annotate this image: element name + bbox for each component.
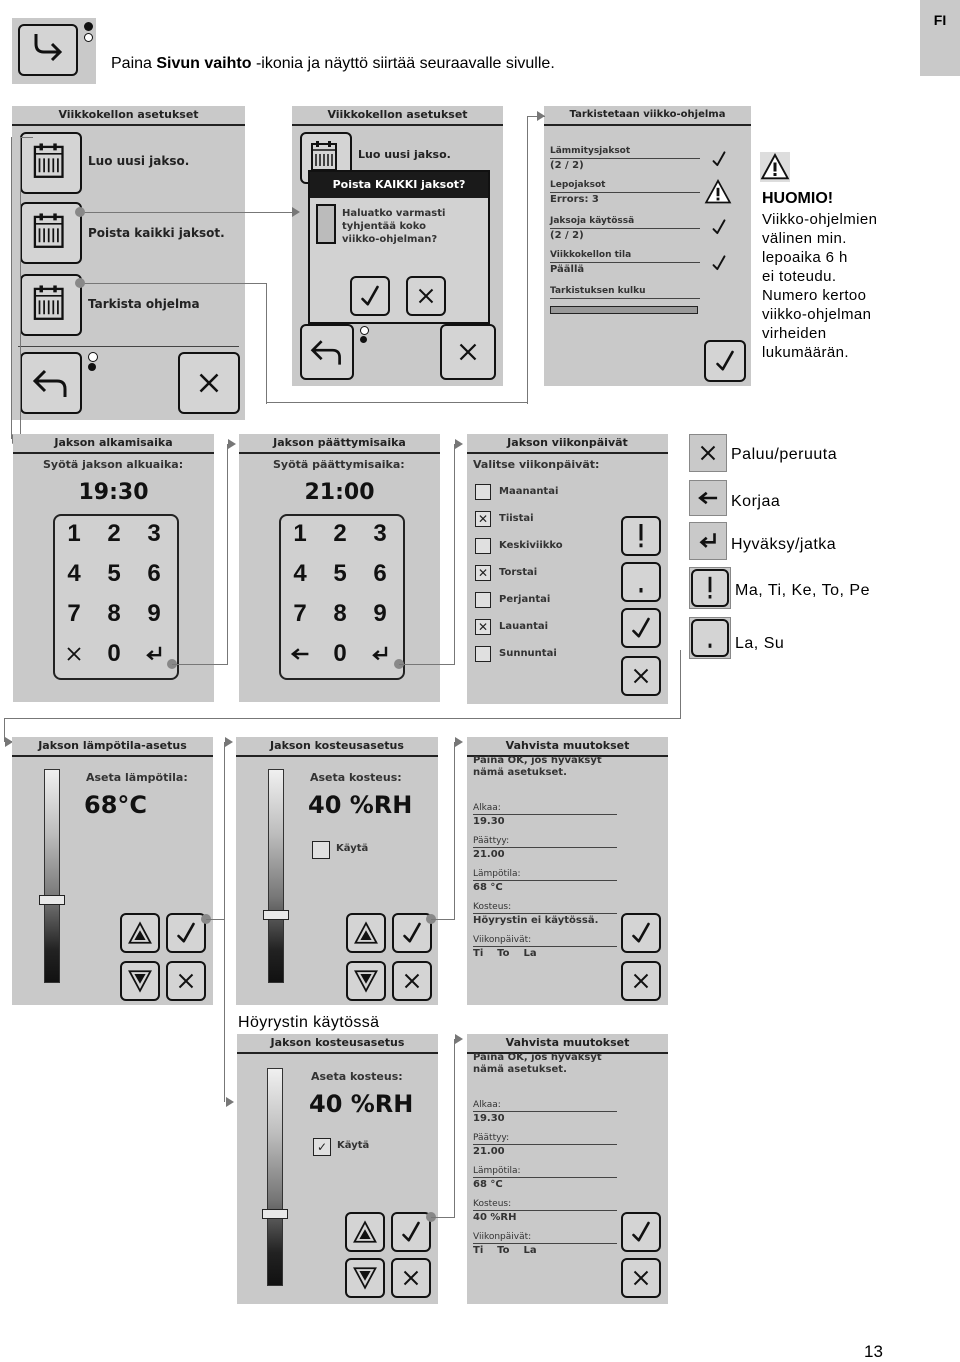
summary-value: 21.00 [473, 849, 505, 860]
warning-text: Viikko-ohjelmien välinen min. lepoaika 6 h ei toteudu. Numero kertoo viikko-ohjelman virheiden lukumäärän. [762, 211, 878, 361]
day-label: Perjantai [499, 594, 551, 605]
warning-title: HUOMIO! [762, 190, 834, 207]
keypad-key[interactable]: 4 [67, 560, 81, 587]
decrease-button[interactable] [120, 961, 160, 1001]
screen-title: Vahvista muutokset [467, 1034, 668, 1054]
humidity-prompt: Aseta kosteus: [311, 1070, 403, 1083]
time-prompt: Syötä jakson alkuaika: [43, 458, 184, 471]
dialog-text-line: viikko-ohjelman? [342, 234, 438, 245]
row-label: Tarkistuksen kulku [550, 286, 646, 296]
ok-button[interactable] [391, 1212, 431, 1252]
ok-button[interactable] [621, 1212, 661, 1252]
humidity-slider[interactable] [268, 769, 284, 983]
screen-title: Vahvista muutokset [467, 737, 668, 757]
enable-checkbox[interactable]: ✓ [313, 1138, 331, 1156]
ok-button[interactable] [166, 913, 206, 953]
screen-delete-all [292, 106, 503, 386]
day-label: Lauantai [499, 621, 549, 632]
summary-value: Ti To La [473, 948, 537, 959]
increase-button[interactable] [346, 913, 386, 953]
cancel-button[interactable] [621, 1258, 661, 1298]
increase-button[interactable] [120, 913, 160, 953]
page-number: 13 [864, 1342, 883, 1361]
legend-text: Korjaa [731, 493, 781, 510]
temperature-slider[interactable] [44, 769, 60, 983]
keypad-key[interactable]: 6 [147, 560, 161, 587]
cancel-button[interactable] [406, 276, 446, 316]
confirm-prompt: Paina OK, jos hyväksyt [473, 755, 602, 766]
time-value: 21:00 [304, 480, 375, 505]
clear-key-icon[interactable] [55, 636, 93, 672]
day-label: Maanantai [499, 486, 559, 497]
screen-confirm-enabled [467, 1034, 668, 1304]
row-label: Viikkokellon tila [550, 250, 632, 260]
new-period-label: Luo uusi jakso. [88, 154, 190, 168]
summary-label: Kosteus: [473, 902, 512, 912]
keypad-key[interactable]: 8 [333, 600, 347, 627]
weekend-icon [689, 617, 731, 659]
dialog-text-line: Haluatko varmasti [342, 208, 446, 219]
day-label: Torstai [499, 567, 538, 578]
temperature-prompt: Aseta lämpötila: [86, 771, 188, 784]
keypad-key[interactable]: 2 [107, 520, 121, 547]
keypad-key[interactable]: 5 [107, 560, 121, 587]
confirm-prompt: nämä asetukset. [473, 1064, 567, 1075]
row-label: Lämmitysjaksot [550, 146, 631, 156]
keypad-key[interactable]: 6 [373, 560, 387, 587]
enter-key-icon[interactable] [361, 636, 399, 672]
screen-title: Jakson kosteusasetus [237, 1034, 438, 1054]
legend-text: Ma, Ti, Ke, To, Pe [735, 582, 870, 599]
summary-label: Alkaa: [473, 803, 501, 813]
cancel-button[interactable] [391, 1258, 431, 1298]
close-button[interactable] [440, 324, 496, 380]
screen-title: Jakson kosteusasetus [236, 737, 438, 757]
summary-value: Ti To La [473, 1245, 537, 1256]
warning-icon [704, 178, 732, 210]
keypad-key[interactable]: 9 [147, 600, 161, 627]
summary-label: Alkaa: [473, 1100, 501, 1110]
warning-icon [760, 152, 790, 182]
screen-check-program [544, 106, 751, 386]
enable-checkbox[interactable] [312, 841, 330, 859]
confirm-dialog [308, 170, 490, 324]
ok-icon [708, 216, 730, 242]
keypad-key[interactable]: 1 [293, 520, 307, 547]
day-checkbox[interactable]: ✕ [475, 511, 491, 527]
cancel-button[interactable] [621, 656, 661, 696]
delete-all-label: Poista kaikki jaksot. [88, 226, 225, 240]
summary-value: 21.00 [473, 1146, 505, 1157]
humidity-value: 40 %RH [309, 1090, 414, 1118]
humidity-slider[interactable] [267, 1068, 283, 1286]
row-label: Jaksoja käytössä [550, 216, 635, 226]
keypad-key[interactable]: 7 [293, 600, 307, 627]
ok-icon [708, 252, 730, 278]
day-label: Tiistai [499, 513, 534, 524]
confirm-prompt: nämä asetukset. [473, 767, 567, 778]
keypad-key[interactable]: 9 [373, 600, 387, 627]
decrease-button[interactable] [346, 961, 386, 1001]
cancel-button[interactable] [392, 961, 432, 1001]
trash-icon [316, 204, 336, 244]
keypad-key[interactable]: 2 [333, 520, 347, 547]
summary-label: Viikonpäivät: [473, 1232, 532, 1242]
summary-value: 19.30 [473, 1113, 505, 1124]
legend-text: La, Su [735, 635, 785, 652]
day-checkbox[interactable]: ✕ [475, 619, 491, 635]
check-progress-bar [550, 306, 698, 314]
keypad-key[interactable]: 1 [67, 520, 81, 547]
page-dot-icon [84, 22, 93, 31]
screen-title: Tarkistetaan viikko-ohjelma [544, 106, 751, 126]
humidity-prompt: Aseta kosteus: [310, 771, 402, 784]
time-value: 19:30 [78, 480, 149, 505]
time-prompt: Syötä päättymisaika: [273, 458, 405, 471]
enter-icon [689, 522, 727, 560]
keypad-key[interactable]: 5 [333, 560, 347, 587]
confirm-prompt: Paina OK, jos hyväksyt [473, 1052, 602, 1063]
summary-value: 68 °C [473, 1179, 503, 1190]
language-tab-label: FI [933, 12, 947, 28]
intro-text: Paina Sivun vaihto -ikonia ja näyttö siirtää seuraavalle sivulle. [111, 55, 555, 72]
screen-humidity-enabled [237, 1034, 438, 1304]
keypad-key[interactable]: 0 [333, 640, 347, 667]
row-value: Errors: 3 [550, 194, 599, 205]
weekend-button[interactable] [621, 562, 661, 602]
dialog-title: Poista KAIKKI jaksot? [310, 172, 488, 198]
legend-text: Hyväksy/jatka [731, 536, 837, 553]
day-label: Keskiviikko [499, 540, 563, 551]
summary-value: 68 °C [473, 882, 503, 893]
summary-label: Lämpötila: [473, 869, 521, 879]
summary-value: Höyrystin ei käytössä. [473, 915, 599, 926]
page-switch-button[interactable] [300, 324, 354, 380]
day-label: Sunnuntai [499, 648, 557, 659]
screen-title: Viikkokellon asetukset [12, 106, 245, 126]
day-checkbox[interactable]: ✕ [475, 565, 491, 581]
day-checkbox[interactable] [475, 646, 491, 662]
summary-label: Viikonpäivät: [473, 935, 532, 945]
keypad-key[interactable]: 8 [107, 600, 121, 627]
weekdays-button[interactable] [621, 516, 661, 556]
cancel-button[interactable] [166, 961, 206, 1001]
screen-title: Jakson päättymisaika [239, 434, 440, 454]
slider-handle[interactable] [262, 1209, 288, 1219]
row-value: (2 / 2) [550, 230, 584, 241]
ok-icon [708, 148, 730, 174]
temperature-value: 68°C [84, 791, 148, 819]
keypad-key[interactable]: 3 [147, 520, 161, 547]
dialog-text-line: tyhjentää koko [342, 221, 427, 232]
summary-label: Lämpötila: [473, 1166, 521, 1176]
screen-title: Jakson alkamisaika [13, 434, 214, 454]
slider-handle[interactable] [263, 910, 289, 920]
new-period-label: Luo uusi jakso. [358, 148, 451, 161]
humidity-value: 40 %RH [308, 791, 413, 819]
screen-humidity [236, 737, 438, 1005]
row-value: (2 / 2) [550, 160, 584, 171]
ok-button[interactable] [704, 340, 746, 382]
legend-text: Paluu/peruuta [731, 446, 838, 463]
weekday-prompt: Valitse viikonpäivät: [473, 458, 600, 471]
screen-confirm [467, 737, 668, 1005]
page-switch-icon [12, 18, 96, 84]
ok-button[interactable] [621, 608, 661, 648]
increase-button[interactable] [345, 1212, 385, 1252]
keypad-key[interactable]: 4 [293, 560, 307, 587]
keypad-key[interactable]: 3 [373, 520, 387, 547]
day-checkbox[interactable] [475, 592, 491, 608]
weekdays-icon [689, 567, 731, 609]
backspace-key-icon[interactable] [281, 636, 319, 672]
enable-label: Käytä [336, 843, 369, 854]
summary-label: Kosteus: [473, 1199, 512, 1209]
row-label: Lepojaksot [550, 180, 606, 190]
screen-title: Jakson viikonpäivät [467, 434, 668, 454]
keypad-key[interactable]: 7 [67, 600, 81, 627]
cancel-button[interactable] [621, 961, 661, 1001]
screen-weekdays [467, 434, 668, 704]
decrease-button[interactable] [345, 1258, 385, 1298]
summary-label: Päättyy: [473, 836, 510, 846]
caption-humidifier-on: Höyrystin käytössä [238, 1014, 380, 1031]
row-value: Päällä [550, 264, 585, 275]
summary-value: 40 %RH [473, 1212, 517, 1223]
summary-label: Päättyy: [473, 1133, 510, 1143]
slider-handle[interactable] [39, 895, 65, 905]
summary-value: 19.30 [473, 816, 505, 827]
day-checkbox[interactable] [475, 484, 491, 500]
check-program-label: Tarkista ohjelma [88, 297, 200, 311]
page-dot-icon [84, 33, 93, 42]
keypad-key[interactable]: 0 [107, 640, 121, 667]
screen-title: Viikkokellon asetukset [292, 106, 503, 126]
confirm-button[interactable] [350, 276, 390, 316]
screen-title: Jakson lämpötila-asetus [12, 737, 213, 757]
enable-label: Käytä [337, 1140, 370, 1151]
ok-button[interactable] [621, 913, 661, 953]
backspace-icon [689, 480, 727, 516]
day-checkbox[interactable] [475, 538, 491, 554]
close-icon [689, 434, 727, 472]
screen-temperature [12, 737, 213, 1005]
